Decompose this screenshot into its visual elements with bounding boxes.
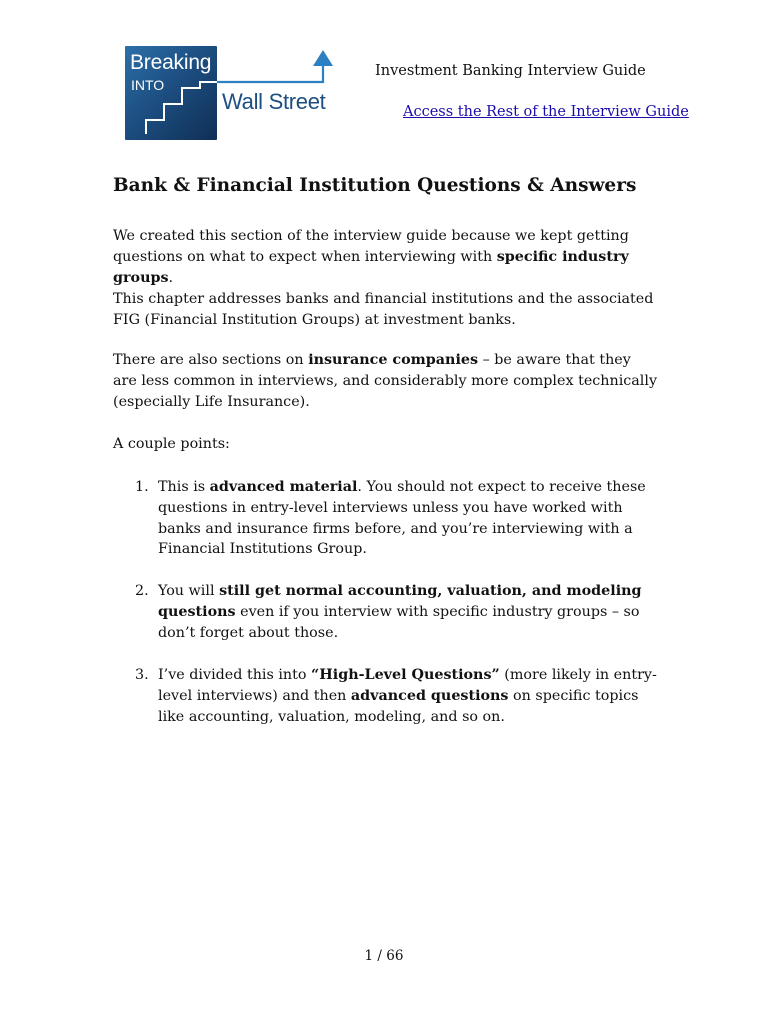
paragraph-text: We created this section of the interview guide because we kept getting questions on what to expect when interviewing with (113, 228, 629, 265)
bold-text: advanced material (209, 479, 358, 495)
list-item-text (158, 477, 658, 560)
interview-guide-link[interactable]: Access the Rest of the Interview Guide (403, 104, 689, 120)
bold-text: “High-Level Questions” (311, 667, 500, 683)
list-number: 1. (135, 479, 149, 495)
list-number: 3. (135, 667, 149, 683)
bold-text: specific industry groups (113, 248, 629, 286)
list-text: on specific topics like accounting, valuation, modeling, and so on. (158, 687, 639, 725)
page-number: 1 / 66 (364, 948, 404, 964)
header-title: Investment Banking Interview Guide (375, 63, 646, 79)
list-text: even if you interview with specific industry groups – so don’t forget about those. (158, 603, 640, 641)
list-text: . You should not expect to receive these questions in entry-level interviews unless you have worked with banks and insurance firms before, and you’re interviewing with a Financial Institutions Group. (158, 479, 646, 558)
logo-text-wall-street: Wall Street (222, 89, 326, 114)
logo-text-breaking: Breaking (130, 51, 212, 74)
bold-text: advanced questions (350, 687, 509, 704)
list-text: This is (158, 479, 210, 495)
list-item-text (158, 665, 658, 727)
paragraph-intro (113, 226, 658, 288)
list-text: You will (158, 583, 220, 599)
paragraph-fig: This chapter addresses banks and financial institutions and the associated FIG (Financial Institution Groups) at investment banks. (113, 291, 654, 328)
logo-text-into: INTO (131, 77, 165, 93)
paragraph-text: – be aware that they are less common in interviews, and considerably more complex technically (especially Life Insurance). (113, 352, 658, 410)
page-title: Bank & Financial Institution Questions & Answers (113, 175, 637, 196)
paragraph-text: . (168, 269, 174, 286)
paragraph-text: There are also sections on (113, 352, 309, 368)
paragraph-insurance (113, 350, 658, 412)
bold-text: still get normal accounting, valuation, and modeling questions (158, 583, 642, 620)
list-item (113, 665, 658, 727)
list-item-text (158, 581, 658, 643)
list-text: (more likely in entry-level interviews) and then (158, 667, 657, 704)
paragraph-points-intro: A couple points: (113, 436, 230, 452)
list-item (113, 581, 658, 643)
list-item (113, 477, 658, 560)
bold-text: insurance companies (308, 352, 479, 368)
list-number: 2. (135, 583, 149, 599)
list-text: I’ve divided this into (158, 667, 312, 683)
